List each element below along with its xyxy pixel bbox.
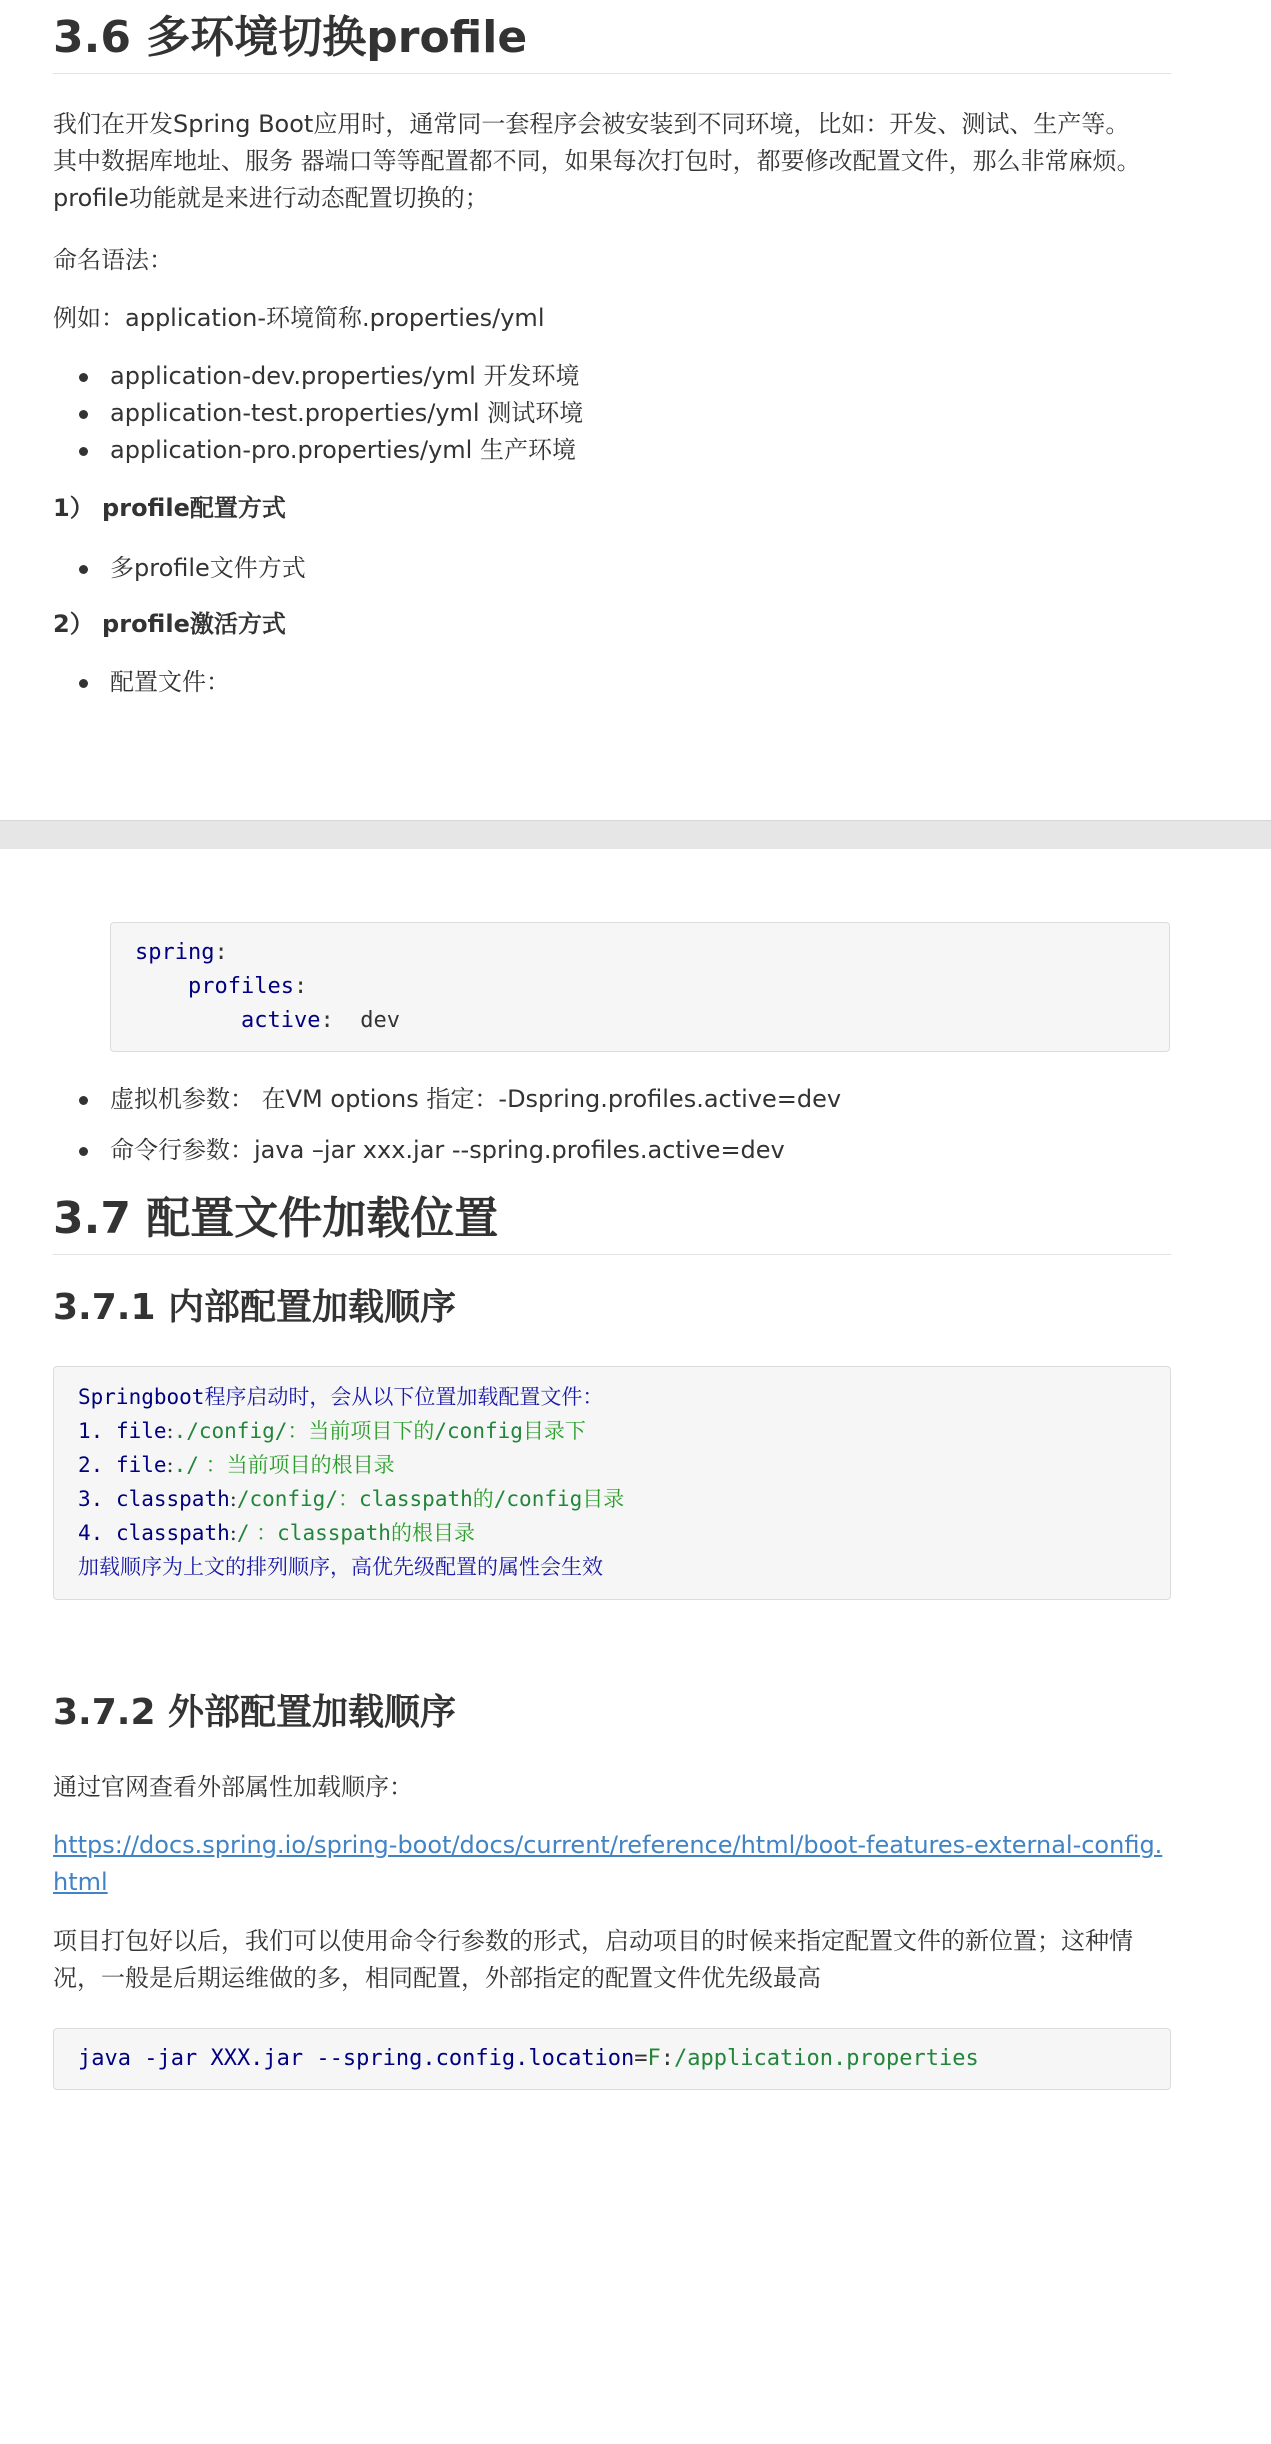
internal-config-code-block bbox=[53, 1366, 1171, 1600]
code-num: 2. bbox=[78, 1453, 116, 1477]
code-path: classpath bbox=[277, 1521, 391, 1545]
code-comment: 目录下 bbox=[522, 1419, 586, 1443]
code-num: 3. bbox=[78, 1487, 116, 1511]
code-key: classpath bbox=[115, 1521, 230, 1545]
env-list bbox=[53, 358, 1171, 469]
intro-line: 其中数据库地址、服务 器端口等等配置都不同，如果每次打包时，都要修改配置文件，那么非常麻烦。 bbox=[53, 147, 1141, 175]
list-item: 多profile文件方式 bbox=[53, 550, 1171, 587]
code-path: ./ bbox=[173, 1453, 199, 1477]
paragraph-line: 项目打包好以后，我们可以使用命令行参数的形式，启动项目的时候来指定配置文件的新位置；这种情 bbox=[53, 1927, 1133, 1955]
code-path: classpath bbox=[358, 1487, 473, 1511]
subsection-heading-3-7-1: 3.7.1 内部配置加载顺序 bbox=[53, 1287, 457, 1328]
code-text: Springboot bbox=[78, 1385, 205, 1409]
external-paragraph bbox=[53, 1923, 1171, 1997]
code-comment: 程序启动时，会从以下位置加载配置文件： bbox=[204, 1385, 604, 1409]
code-key: file bbox=[115, 1419, 167, 1443]
paragraph-line: 况，一般是后期运维做的多，相同配置，外部指定的配置文件优先级最高 bbox=[53, 1964, 821, 1992]
list-item: 配置文件： bbox=[53, 664, 1171, 701]
section-heading-3-6: 3.6 多环境切换profile bbox=[53, 10, 1171, 74]
list-item: application-dev.properties/yml 开发环境 bbox=[53, 358, 1171, 395]
code-punct: = bbox=[634, 2046, 648, 2071]
code-comment: 的根目录 bbox=[390, 1521, 475, 1545]
section-heading-3-7: 3.7 配置文件加载位置 bbox=[53, 1191, 1171, 1255]
activate-method-heading: 2） profile激活方式 bbox=[53, 610, 286, 638]
code-command: java -jar XXX.jar --spring.config.location bbox=[78, 2046, 635, 2071]
config-method-heading: 1） profile配置方式 bbox=[53, 494, 286, 522]
code-path: /config bbox=[434, 1419, 523, 1443]
code-value: dev bbox=[360, 1008, 400, 1033]
list-item: application-pro.properties/yml 生产环境 bbox=[53, 432, 1171, 469]
list-item: application-test.properties/yml 测试环境 bbox=[53, 395, 1171, 432]
code-punct: : bbox=[660, 2046, 675, 2071]
subsection-heading-3-7-2: 3.7.2 外部配置加载顺序 bbox=[53, 1692, 457, 1733]
list-item: 虚拟机参数： 在VM options 指定：-Dspring.profiles.active=dev bbox=[53, 1081, 1171, 1118]
intro-paragraph bbox=[53, 106, 1171, 217]
code-comment: 的 bbox=[472, 1487, 494, 1511]
code-key: profiles bbox=[187, 974, 294, 999]
yaml-code-block bbox=[110, 922, 1170, 1052]
document-page-1 bbox=[0, 0, 1271, 820]
activate-method-list bbox=[53, 664, 1171, 701]
cli-code-block bbox=[53, 2028, 1171, 2090]
naming-label: 命名语法： bbox=[53, 246, 173, 274]
code-key: active bbox=[240, 1008, 321, 1033]
code-num: 4. bbox=[78, 1521, 116, 1545]
code-path: / bbox=[236, 1521, 250, 1545]
code-path: /config bbox=[493, 1487, 583, 1511]
code-punct: : bbox=[320, 1008, 334, 1033]
intro-line: profile功能就是来进行动态配置切换的； bbox=[53, 184, 489, 212]
intro-line: 我们在开发Spring Boot应用时，通常同一套程序会被安装到不同环境，比如：开发、测试、生产等。 bbox=[53, 110, 1130, 138]
code-punct: : bbox=[229, 1487, 237, 1511]
code-punct: : bbox=[229, 1521, 237, 1545]
code-comment: ：当前项目下的 bbox=[287, 1419, 435, 1443]
code-drive: F bbox=[647, 2046, 661, 2071]
code-comment: 加载顺序为上文的排列顺序，高优先级配置的属性会生效 bbox=[78, 1555, 603, 1579]
external-intro: 通过官网查看外部属性加载顺序： bbox=[53, 1773, 413, 1801]
spring-docs-link[interactable]: https://docs.spring.io/spring-boot/docs/current/reference/html/boot-features-external-config.html bbox=[53, 1831, 1163, 1896]
naming-example: 例如：application-环境简称.properties/yml bbox=[53, 304, 545, 332]
document-page-2 bbox=[0, 849, 1271, 2444]
code-comment: ： bbox=[337, 1487, 359, 1511]
code-num: 1. bbox=[78, 1419, 116, 1443]
activate-method-list-continued bbox=[53, 1081, 1171, 1169]
code-path: /application.properties bbox=[674, 2046, 979, 2071]
code-path: ./config/ bbox=[173, 1419, 288, 1443]
code-punct: : bbox=[166, 1453, 174, 1477]
code-key: file bbox=[115, 1453, 167, 1477]
code-comment: ：当前项目的根目录 bbox=[198, 1453, 395, 1477]
code-comment: ： bbox=[249, 1521, 278, 1545]
code-punct: : bbox=[214, 940, 228, 965]
list-item: 命令行参数：java –jar xxx.jar --spring.profiles.active=dev bbox=[53, 1132, 1171, 1169]
code-punct: : bbox=[293, 974, 308, 999]
code-key: classpath bbox=[115, 1487, 230, 1511]
config-method-list bbox=[53, 550, 1171, 587]
code-key: spring bbox=[135, 940, 215, 965]
code-punct: : bbox=[166, 1419, 174, 1443]
page-separator bbox=[0, 820, 1271, 850]
code-comment: 目录 bbox=[582, 1487, 625, 1511]
code-path: /config/ bbox=[236, 1487, 338, 1511]
